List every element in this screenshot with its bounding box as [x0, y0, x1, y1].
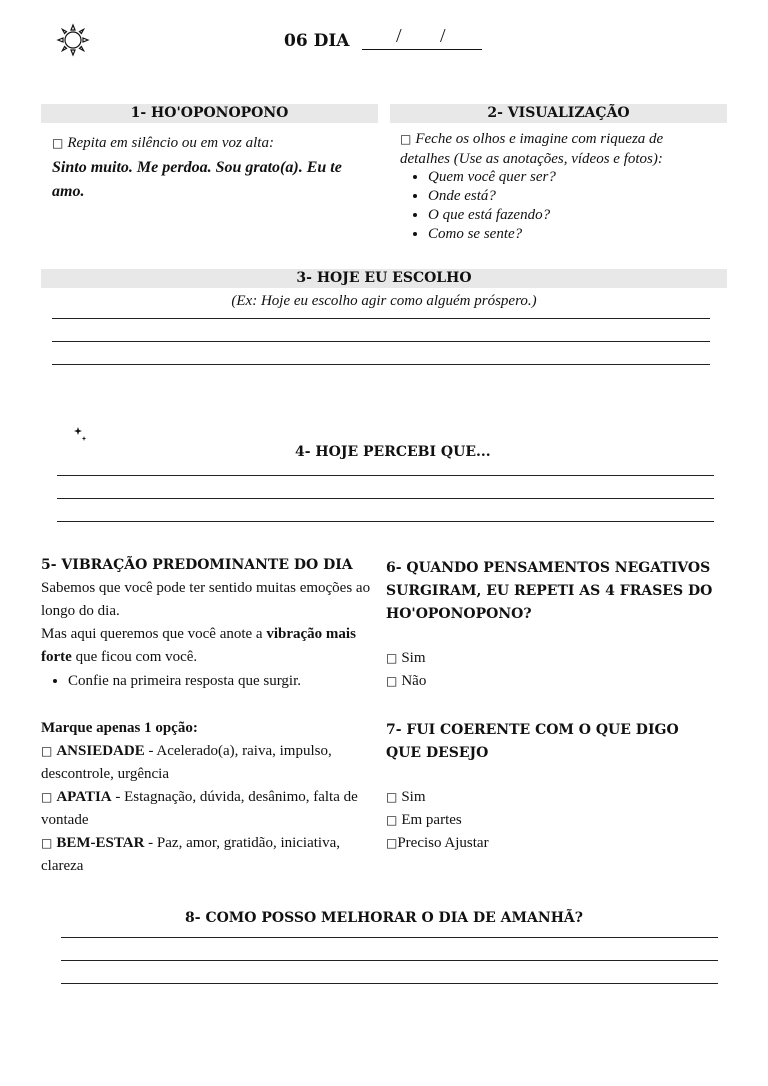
checkbox[interactable]: □ [41, 790, 53, 804]
section-2-list [408, 168, 556, 244]
sun-icon [56, 23, 90, 57]
section-5-title: 5- VIBRAÇÃO PREDOMINANTE DO DIA [41, 557, 353, 573]
section-1-title: 1- HO'OPONOPONO [41, 104, 378, 123]
checkbox[interactable]: □ [41, 836, 53, 850]
option-ansiedade[interactable]: □ ANSIEDADE - Acelerado(a), raiva, impulso, descontrole, urgência [41, 743, 332, 782]
option-sim[interactable]: □ Sim [386, 789, 426, 805]
section-2-title: 2- VISUALIZAÇÃO [390, 104, 727, 123]
section-8-title: 8- COMO POSSO MELHORAR O DIA DE AMANHÃ? [185, 910, 583, 926]
writing-line[interactable] [61, 983, 718, 984]
list-item: • O que está fazendo? [428, 206, 556, 225]
option-apatia[interactable]: □ APATIA - Estagnação, dúvida, desânimo, falta de vontade [41, 789, 358, 828]
checkbox[interactable]: □ [400, 132, 412, 146]
writing-line[interactable] [61, 960, 718, 961]
checkbox[interactable]: □ [41, 744, 53, 758]
section-1-phrase: Sinto muito. Me perdoa. Sou grato(a). Eu te amo. [52, 159, 342, 200]
option-preciso-ajustar[interactable]: □Preciso Ajustar [386, 835, 489, 851]
checkbox[interactable]: □ [386, 674, 398, 688]
section-5-text [41, 577, 371, 669]
section-3-title: 3- HOJE EU ESCOLHO [41, 269, 727, 288]
date-slash-2: / [440, 25, 446, 47]
section-7-title: 7- FUI COERENTE COM O QUE DIGO QUE DESEJO [386, 722, 679, 761]
checkbox[interactable]: □ [386, 836, 398, 850]
moon-stars-icon [54, 423, 90, 455]
mark-one-label: Marque apenas 1 opção: [41, 720, 198, 736]
writing-line[interactable] [57, 521, 714, 522]
list-item: • Confie na primeira resposta que surgir. [68, 670, 301, 693]
section-4-title: 4- HOJE PERCEBI QUE... [295, 444, 491, 460]
option-sim[interactable]: □ Sim [386, 650, 426, 666]
section-7-options [386, 786, 489, 855]
writing-line[interactable] [52, 364, 710, 365]
vibration-options [41, 740, 366, 878]
section-6-title: 6- QUANDO PENSAMENTOS NEGATIVOS SURGIRAM, EU REPETI AS 4 FRASES DO HO'OPONOPONO? [386, 560, 713, 622]
option-em-partes[interactable]: □ Em partes [386, 812, 462, 828]
date-slash-1: / [396, 25, 402, 47]
section-6-options [386, 647, 426, 693]
section-5-paragraph-1: Sabemos que você pode ter sentido muitas emoções ao longo do dia. [41, 580, 371, 619]
option-nao[interactable]: □ Não [386, 673, 427, 689]
section-2-instruction: □ Feche os olhos e imagine com riqueza de detalhes (Use as anotações, vídeos e fotos): [400, 131, 664, 167]
writing-line[interactable] [57, 498, 714, 499]
option-bem-estar[interactable]: □ BEM-ESTAR - Paz, amor, gratidão, iniciativa, clareza [41, 835, 341, 874]
list-item: • Onde está? [428, 187, 556, 206]
checkbox[interactable]: □ [386, 813, 398, 827]
page-title: 06 DIA [284, 31, 350, 51]
section-5-bullet [48, 670, 301, 693]
checkbox[interactable]: □ [386, 651, 398, 665]
list-item: • Como se sente? [428, 225, 556, 244]
writing-line[interactable] [57, 475, 714, 476]
writing-line[interactable] [52, 341, 710, 342]
writing-line[interactable] [61, 937, 718, 938]
section-3-example: (Ex: Hoje eu escolho agir como alguém próspero.) [231, 293, 537, 309]
checkbox[interactable]: □ [386, 790, 398, 804]
section-1-instruction: □ Repita em silêncio ou em voz alta: [52, 135, 274, 151]
list-item: • Quem você quer ser? [428, 168, 556, 187]
date-field[interactable] [362, 27, 482, 50]
checkbox[interactable]: □ [52, 136, 64, 150]
section-5-paragraph-2: Mas aqui queremos que você anote a vibração mais forte que ficou com você. [41, 626, 356, 665]
writing-line[interactable] [52, 318, 710, 319]
